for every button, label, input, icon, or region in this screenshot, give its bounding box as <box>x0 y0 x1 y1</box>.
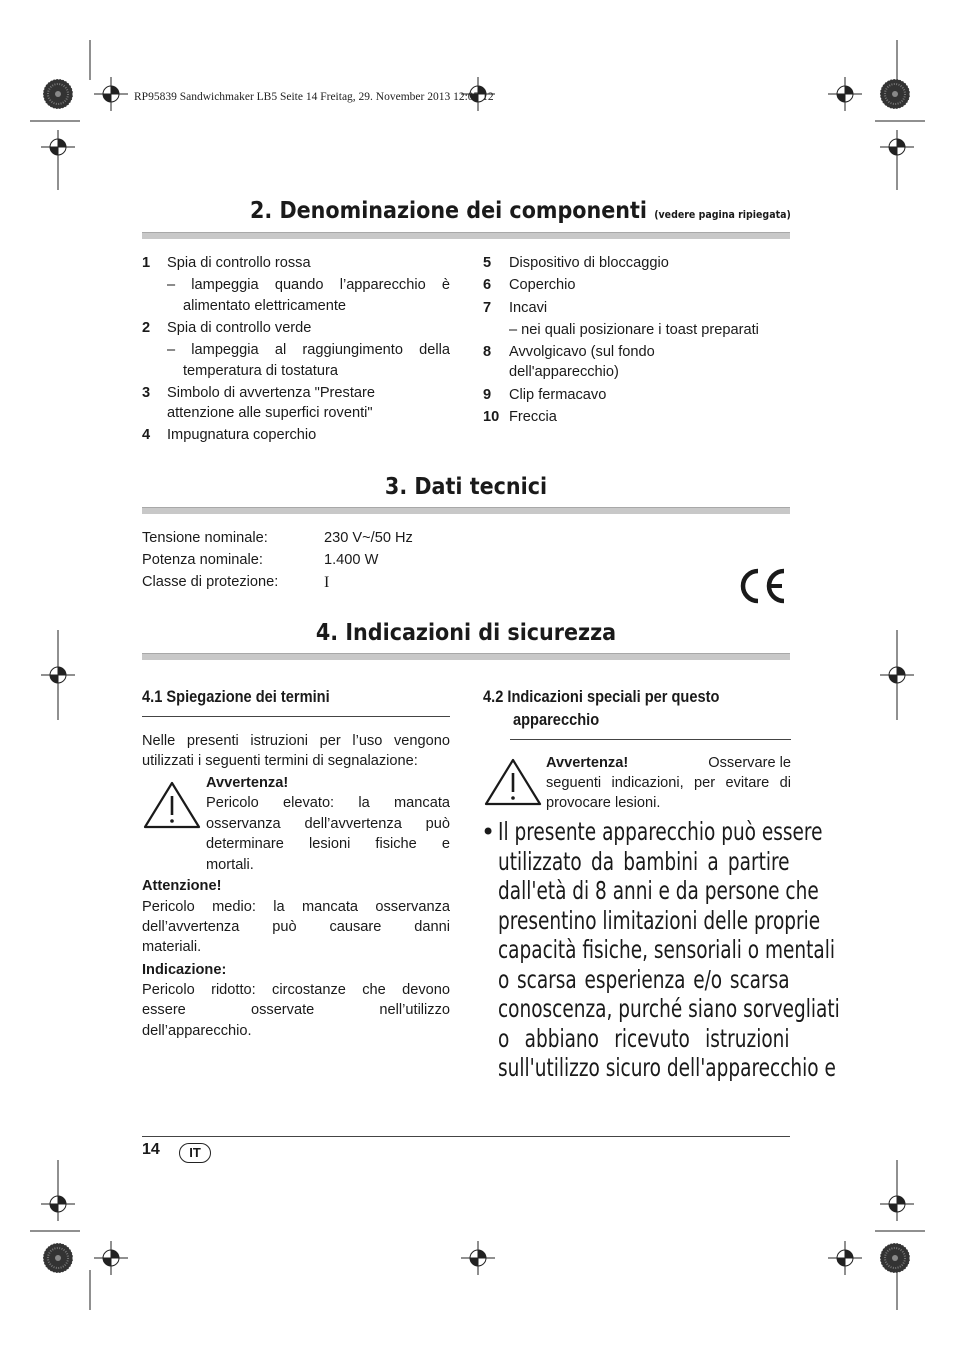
tech-value: 1.400 W <box>324 552 379 568</box>
section3-bar <box>142 507 790 514</box>
tech-label: Potenza nominale: <box>142 552 263 568</box>
section2-note: (vedere pagina ripiegata) <box>654 209 791 221</box>
sub42-title-cont: apparecchio <box>513 710 600 729</box>
indication-line: dell’apparecchio. <box>142 1023 252 1039</box>
item-num: 5 <box>483 255 492 271</box>
item-sub: alimentato elettricamente <box>183 298 347 314</box>
bullet-line: dall'età di 8 anni e da persone che <box>498 876 819 905</box>
item-text: dell'apparecchio) <box>509 364 619 380</box>
tech-label: Tensione nominale: <box>142 530 268 546</box>
footer-rule <box>142 1136 790 1137</box>
bullet-line: utilizzato da bambini a partire <box>498 846 790 876</box>
item-sub: – nei quali posizionare i toast preparati <box>509 322 759 338</box>
section2-heading <box>250 198 791 224</box>
item-text: Dispositivo di bloccaggio <box>509 255 669 271</box>
warning-line: provocare lesioni. <box>546 795 661 811</box>
print-header: RP95839 Sandwichmaker LB5 Seite 14 Freitag, 29. November 2013 12:07 12 <box>134 91 494 103</box>
ce-mark-icon <box>737 567 787 605</box>
item-num: 4 <box>142 427 151 443</box>
item-num: 10 <box>483 409 500 425</box>
indication-label: Indicazione: <box>142 962 227 978</box>
item-text: Clip fermacavo <box>509 387 607 403</box>
item-sub: temperatura di tostatura <box>183 363 338 379</box>
sub41-title: 4.1 Spiegazione dei termini <box>142 687 330 706</box>
item-text: Incavi <box>509 300 548 316</box>
item-text: Coperchio <box>509 277 576 293</box>
warning-line: mortali. <box>206 857 254 873</box>
warning-label: Avvertenza! <box>546 755 629 771</box>
indication-line: Pericolo ridotto: circostanze che devono <box>142 982 450 998</box>
section4-bar <box>142 653 790 660</box>
section3-title: 3. Dati tecnici <box>384 474 548 500</box>
attention-line: dell’avvertenza può causare danni <box>142 919 450 935</box>
item-num: 3 <box>142 385 151 401</box>
item-num: 6 <box>483 277 492 293</box>
item-text: Simbolo di avvertenza "Prestare <box>167 385 375 401</box>
warning-tail: Osservare le <box>708 755 791 771</box>
language-badge: IT <box>179 1143 211 1163</box>
warning-line: seguenti indicazioni, per evitare di <box>546 775 791 791</box>
item-sub: – lampeggia quando l’apparecchio è <box>167 277 450 293</box>
sub41-rule <box>142 716 450 717</box>
item-text: Impugnatura coperchio <box>167 427 317 443</box>
attention-label: Attenzione! <box>142 878 222 894</box>
item-num: 1 <box>142 255 151 271</box>
sub41-intro: Nelle presenti istruzioni per l’uso vengono <box>142 733 450 749</box>
tech-value: I <box>324 574 330 591</box>
indication-line: essere osservate nell’utilizzo <box>142 1002 450 1018</box>
page-number: 14 <box>142 1141 160 1158</box>
section2-bar <box>142 232 790 239</box>
section2-title: 2. Denominazione dei componenti <box>250 198 647 224</box>
section4-title: 4. Indicazioni di sicurezza <box>315 620 617 646</box>
sub42-rule <box>510 739 791 740</box>
bullet-line: o abbiano ricevuto istruzioni <box>498 1023 790 1053</box>
item-text: Avvolgicavo (sul fondo <box>509 344 655 360</box>
bullet-line: sull'utilizzo sicuro dell'apparecchio e <box>498 1053 836 1082</box>
item-text: Spia di controllo rossa <box>167 255 311 271</box>
item-text: Spia di controllo verde <box>167 320 312 336</box>
tech-label: Classe di protezione: <box>142 574 279 590</box>
attention-line: Pericolo medio: la mancata osservanza <box>142 899 450 915</box>
bullet-line: conoscenza, purché siano sorvegliati <box>498 994 840 1023</box>
item-num: 9 <box>483 387 492 403</box>
warning-line: osservanza dell’avvertenza può <box>206 816 450 832</box>
sub42-warning-first-line <box>546 753 791 774</box>
attention-line: materiali. <box>142 939 202 955</box>
item-text: Freccia <box>509 409 557 425</box>
warning-line: determinare lesioni fisiche e <box>206 836 450 852</box>
safety-bullet-paragraph <box>498 817 840 1087</box>
warning-label: Avvertenza! <box>206 775 289 791</box>
bullet-line: capacità fisiche, sensoriali o mentali <box>498 935 835 964</box>
item-text: attenzione alle superfici roventi" <box>167 405 373 421</box>
item-sub: – lampeggia al raggiungimento della <box>167 342 450 358</box>
warning-triangle-icon <box>484 758 542 806</box>
warning-triangle-icon <box>143 781 201 829</box>
bullet-dot: • <box>481 818 496 846</box>
item-num: 2 <box>142 320 151 336</box>
item-num: 7 <box>483 300 492 316</box>
bullet-line: presentino limitazioni delle proprie <box>498 905 821 935</box>
tech-value: 230 V~/50 Hz <box>324 530 413 546</box>
warning-line: Pericolo elevato: la mancata <box>206 795 450 811</box>
item-num: 8 <box>483 344 492 360</box>
bullet-line: o scarsa esperienza e/o scarsa <box>498 964 790 994</box>
bullet-line: Il presente apparecchio può essere <box>498 817 823 846</box>
sub42-title: 4.2 Indicazioni speciali per questo <box>483 687 720 706</box>
sub41-intro: utilizzati i seguenti termini di segnalazione: <box>142 753 418 769</box>
